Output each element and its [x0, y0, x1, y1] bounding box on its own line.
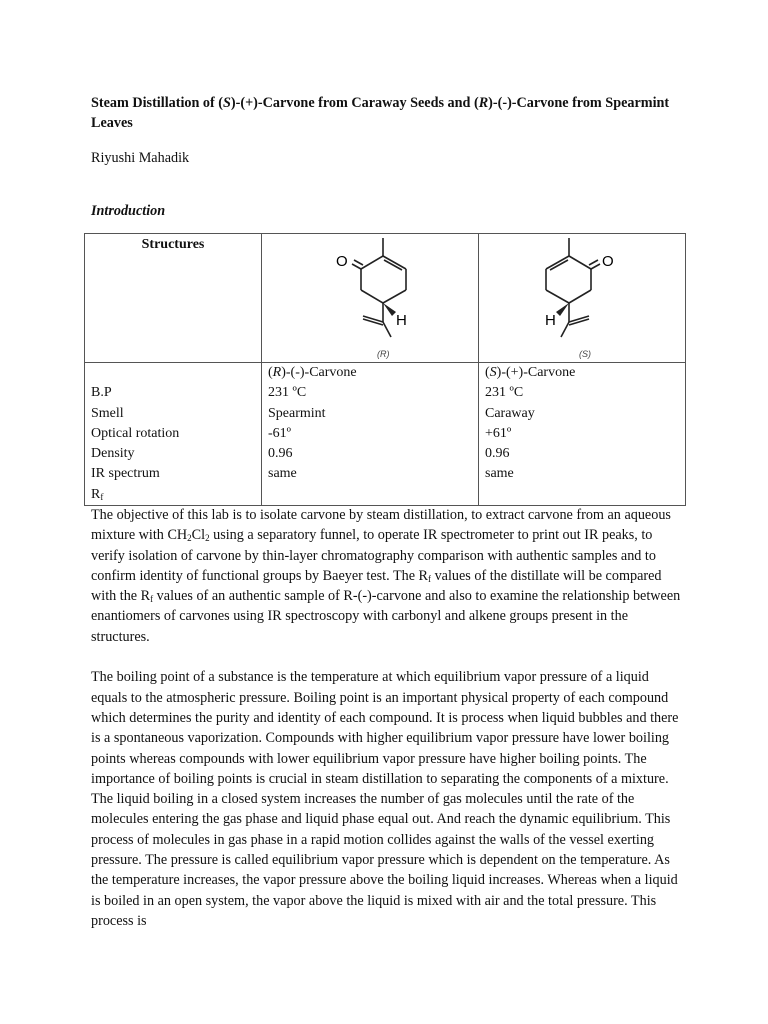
structures-header-cell [85, 234, 262, 363]
structures-table [84, 233, 686, 506]
s-oxygen-label: O [602, 253, 614, 270]
r-carvone-structure [295, 234, 445, 362]
r-caption: (R) [377, 349, 390, 359]
row-label-bp: B.P [91, 385, 112, 401]
boiling-point-paragraph: The boiling point of a substance is the temperature at which equilibrium vapor pressure of a liquid equals to the atmospheric pressure. Boiling point is an important physical property of each compound which determines the purity and identity of each compound. It is process when liquid bubbles and there is a spontaneous vaporization. Compounds with higher equilibrium vapor pressure have lower boiling points whereas compounds with lower equilibrium vapor pressure have higher boiling points. The importance of boiling points is crucial in steam distillation to separating the components of a mixture. The liquid boiling in a closed system increases the number of gas molecules until the rate of the molecules entering the gas phase and liquid phase equal out. And reach the dynamic equilibrium. This process of molecules in gas phase in a rapid motion collides against the walls of the vessel exerting pressure. The pressure is called equilibrium vapor pressure which is dependent on the temperature. As the temperature increases, the vapor pressure above the boiling liquid increases. Whereas when a liquid is boiled in an open system, the vapor above the liquid is mixed with air and the total pressure. This process is [91, 669, 679, 929]
s-values-cell [479, 363, 686, 506]
s-hydrogen-label: H [545, 312, 556, 329]
r-values-cell [262, 363, 479, 506]
r-oxygen-label: O [336, 253, 348, 270]
structures-label: Structures [141, 237, 205, 252]
objective-paragraph: The objective of this lab is to isolate carvone by steam distillation, to extract carvone from an aqueous mixture with $CH_2Cl_2$ using a separatory funnel, to operate IR spectrometer to print out IR peaks, to verify isolation of carvone by thin-layer chromatography comparison with authentic samples and to confirm identity of functional groups by Baeyer test. The $R_f$ values of the distillate will be compared with the $R_f$ values of an authentic sample of R-(-)-carvone and also to examine the relationship between enantiomers of carvones using IR spectroscopy with carbonyl and alkene groups present in the structures. [91, 507, 681, 645]
r-density-value: 0.96 [268, 446, 293, 462]
s-smell-value: Caraway [485, 405, 535, 421]
blank-line [91, 363, 261, 383]
r-bp-value: 231 ºC [268, 385, 307, 401]
s-carvone-structure [507, 234, 657, 362]
row-label-optical-rotation: Optical rotation [91, 425, 180, 441]
document-title: Steam Distillation of (S)-(+)-Carvone from Caraway Seeds and (R)-(-)-Carvone from Spearmint Leaves [91, 95, 670, 131]
s-ir-value: same [485, 466, 514, 482]
s-compound-name: (S)-(+)-Carvone [485, 365, 576, 380]
body-text [91, 505, 681, 952]
structure-s-cell [479, 234, 686, 363]
r-compound-name: (R)-(-)-Carvone [268, 365, 357, 380]
r-hydrogen-label: H [396, 312, 407, 329]
row-label-density: Density [91, 446, 135, 462]
row-label-ir-spectrum: IR spectrum [91, 466, 160, 482]
section-heading: Introduction [91, 203, 166, 219]
r-ir-value: same [268, 466, 297, 482]
s-bp-value: 231 ºC [485, 385, 524, 401]
r-smell-value: Spearmint [268, 405, 326, 421]
author-name: Riyushi Mahadik [91, 150, 190, 166]
s-caption: (S) [579, 349, 591, 359]
s-rotation-value: +61º [485, 425, 512, 441]
r-rotation-value: -61º [268, 425, 292, 441]
structure-r-cell [262, 234, 479, 363]
s-density-value: 0.96 [485, 446, 510, 462]
row-label-smell: Smell [91, 405, 124, 421]
property-labels-cell [85, 363, 262, 506]
row-label-rf: $R_f$ [91, 486, 104, 502]
